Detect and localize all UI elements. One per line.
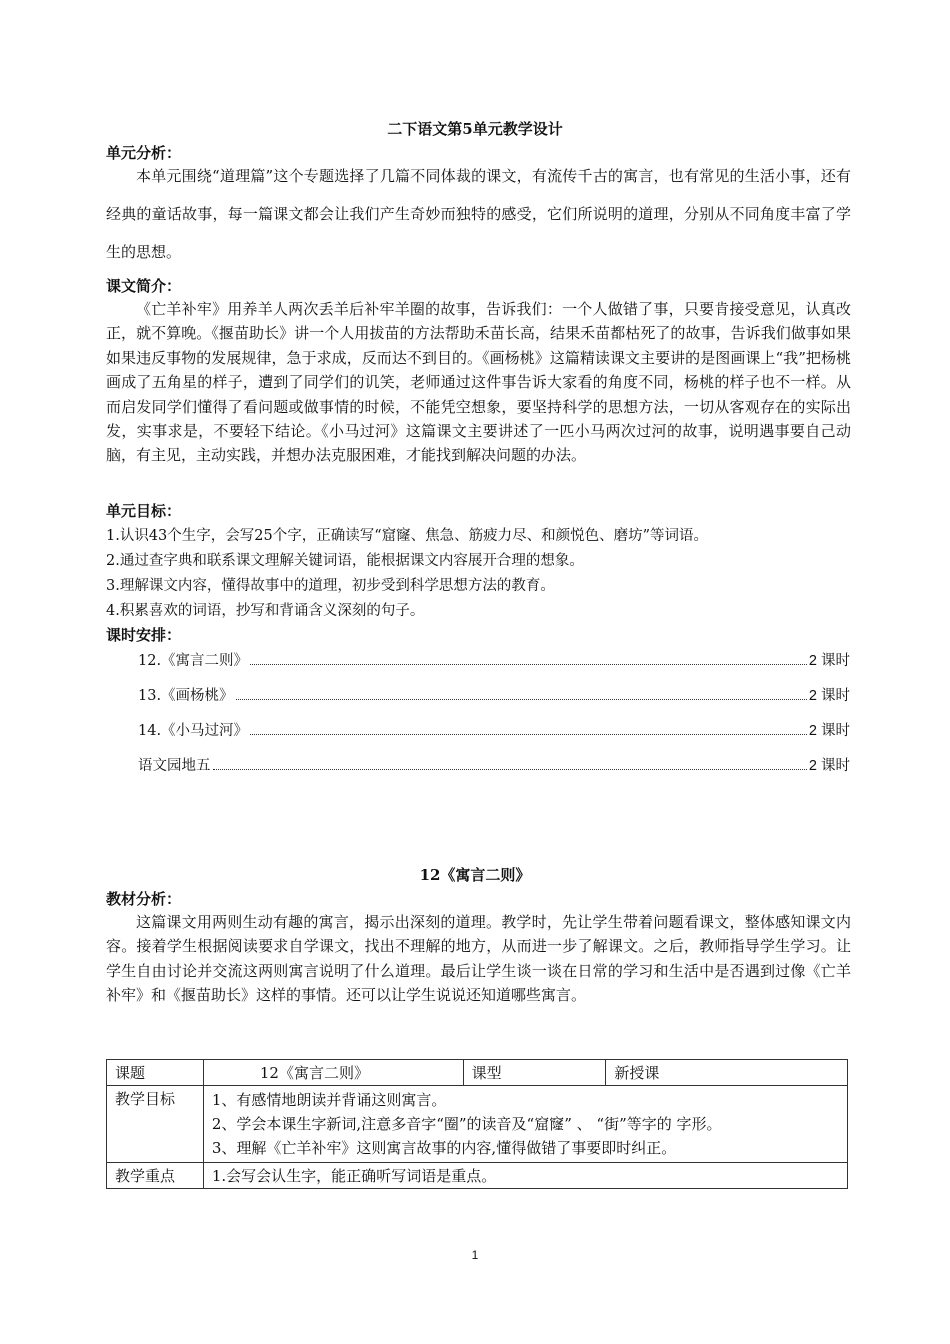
teaching-goal-item: 1、有感情地朗读并背诵这则寓言。 xyxy=(211,1091,447,1109)
unit-analysis-text: 本单元围绕“道理篇”这个专题选择了几篇不同体裁的课文，有流传千古的寓言，也有常见的生活小事，还有经典的童话故事，每一篇课文都会让我们产生奇妙而独特的感受，它们所说明的道理，分别从不同角度丰富了学生的思想。 xyxy=(106,167,851,261)
material-analysis-heading: 教材分析： xyxy=(106,890,182,908)
text-intro-text: 《亡羊补牢》用养羊人两次丢羊后补牢羊圈的故事，告诉我们：一个人做错了事，只要肯接受意见，认真改正，就不算晚。《揠苗助长》讲一个人用拔苗的方法帮助禾苗长高，结果禾苗都枯死了的故事，告诉我们做事如果如果违反事物的发展规律，急于求成，反而达不到目的。《画杨桃》这篇精读课文主要讲的是图画课上“我”把杨桃画成了五角星的样子，遭到了同学们的讥笑，老师通过这件事告诉大家看的角度不同，杨桃的样子也不一样。从而启发同学们懂得了看问题或做事情的时候，不能凭空想象，要坚持科学的思想方法，一切从客观存在的实际出发，实事求是，不要轻下结论。《小马过河》这篇课文主要讲述了一匹小马两次过河的故事，说明遇事要自己动脑，有主见，主动实践，并想办法克服困难，才能找到解决问题的办法。 xyxy=(106,300,851,465)
dot-leader xyxy=(236,699,807,700)
unit-goal-item: 2.通过查字典和联系课文理解关键词语，能根据课文内容展开合理的想象。 xyxy=(106,553,584,569)
schedule-row-name: 14.《小马过河》 xyxy=(138,723,249,739)
dot-leader xyxy=(213,769,807,770)
type-label-cell: 课型 xyxy=(463,1060,606,1086)
schedule-row xyxy=(138,646,850,670)
table-row xyxy=(107,1060,848,1086)
type-value-cell: 新授课 xyxy=(606,1060,848,1086)
key-label-cell: 教学重点 xyxy=(107,1163,204,1189)
schedule-row-hours: 2 课时 xyxy=(808,723,850,739)
table-row xyxy=(107,1086,848,1163)
schedule-row-hours: 2 课时 xyxy=(808,653,850,669)
lesson-plan-table xyxy=(106,1059,848,1189)
schedule-row xyxy=(138,681,850,705)
teaching-goal-item: 2、学会本课生字新词,注意多音字“圈”的读音及“窟窿” 、 “街”等字的 字形。 xyxy=(211,1115,722,1133)
dot-leader xyxy=(250,734,807,735)
schedule-row xyxy=(138,751,850,775)
dot-leader xyxy=(250,664,807,665)
material-analysis-text: 这篇课文用两则生动有趣的寓言，揭示出深刻的道理。教学时，先让学生带着问题看课文，整体感知课文内容。接着学生根据阅读要求自学课文，找出不理解的地方，从而进一步了解课文。之后，教师指导学生学习。让学生自由讨论并交流这两则寓言说明了什么道理。最后让学生谈一谈在日常的学习和生活中是否遇到过像《亡羊补牢》和《揠苗助长》这样的事情。还可以让学生说说还知道哪些寓言。 xyxy=(106,913,851,1005)
schedule-row-hours: 2 课时 xyxy=(808,758,850,774)
goals-label-cell: 教学目标 xyxy=(107,1086,204,1163)
goals-cell xyxy=(203,1086,847,1163)
schedule-row-name: 13.《画杨桃》 xyxy=(138,688,234,704)
unit-goals-heading: 单元目标： xyxy=(106,502,182,520)
text-intro-heading: 课文简介： xyxy=(106,277,182,295)
page-number: 1 xyxy=(471,1248,479,1262)
unit-analysis-heading: 单元分析： xyxy=(106,144,182,162)
key-value-cell: 1.会写会认生字，能正确听写词语是重点。 xyxy=(203,1163,847,1189)
teaching-goal-item: 3、理解《亡羊补牢》这则寓言故事的内容,懂得做错了事要即时纠正。 xyxy=(211,1139,677,1157)
topic-value-cell: 12《寓言二则》 xyxy=(203,1060,463,1086)
document-title: 二下语文第5单元教学设计 xyxy=(387,120,563,138)
schedule-row-hours: 2 课时 xyxy=(808,688,850,704)
lesson-title: 12《寓言二则》 xyxy=(419,866,531,884)
schedule-row-name: 语文园地五 xyxy=(138,758,211,774)
schedule-row-name: 12.《寓言二则》 xyxy=(138,653,249,669)
unit-goal-item: 3.理解课文内容，懂得故事中的道理，初步受到科学思想方法的教育。 xyxy=(106,578,555,594)
table-row xyxy=(107,1163,848,1189)
schedule-row xyxy=(138,716,850,740)
unit-goal-item: 4.积累喜欢的词语，抄写和背诵含义深刻的句子。 xyxy=(106,603,425,619)
topic-label-cell: 课题 xyxy=(107,1060,204,1086)
schedule-heading: 课时安排： xyxy=(106,626,182,644)
unit-goal-item: 1.认识43个生字，会写25个字，正确读写“窟窿、焦急、筋疲力尽、和颜悦色、磨坊”等词语。 xyxy=(106,528,709,544)
